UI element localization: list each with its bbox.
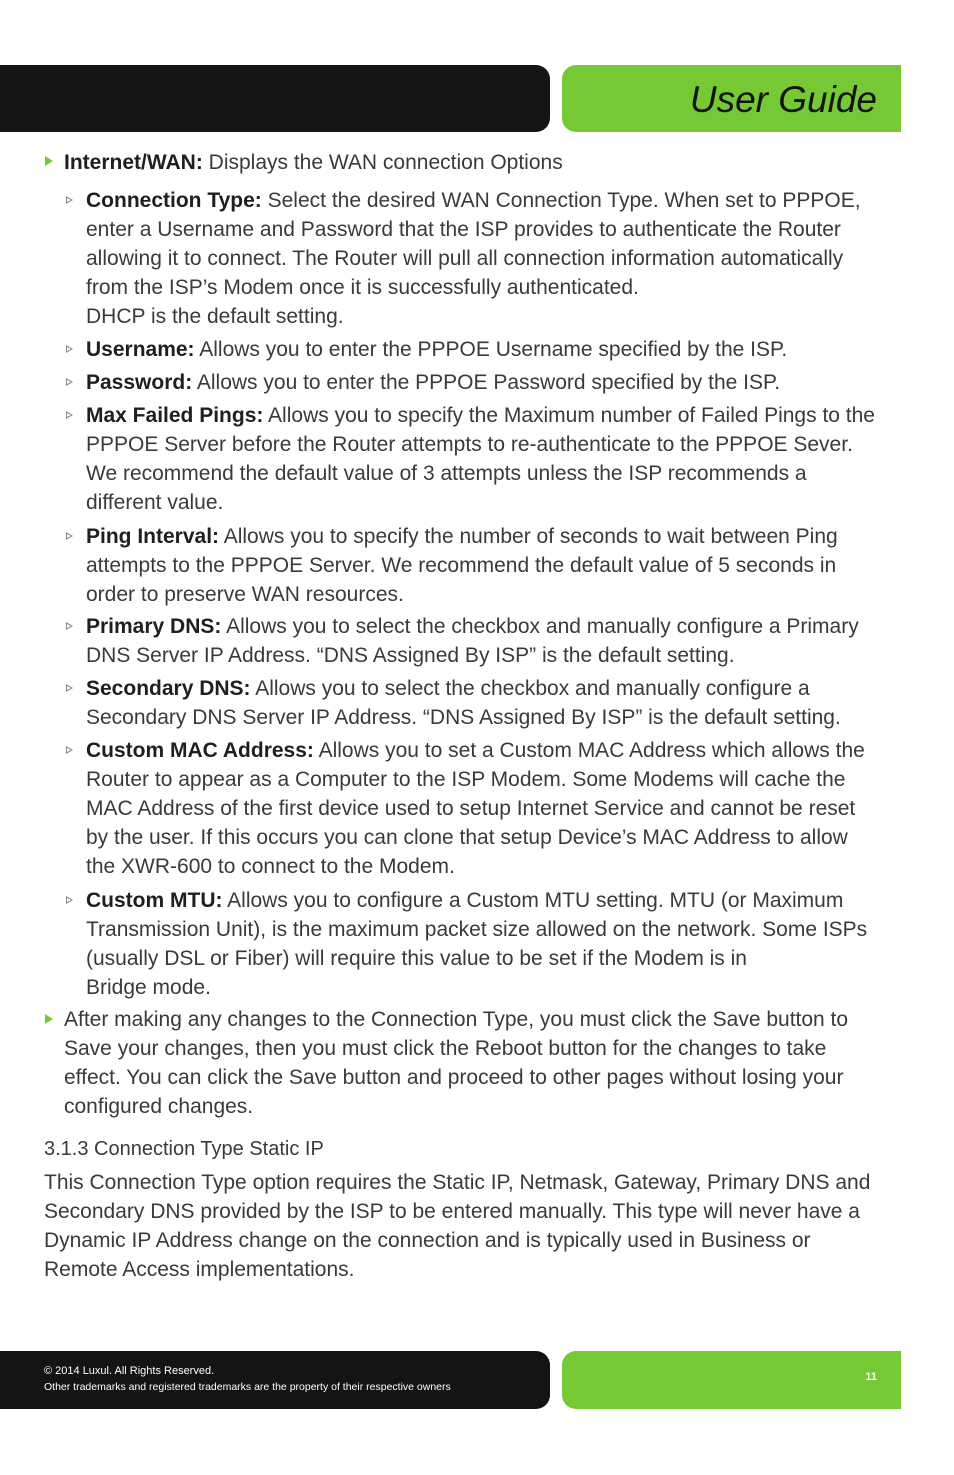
sub-item-ping-interval: Ping Interval: Allows you to specify the number of seconds to wait between Ping attempts to the PPPOE Server. We recommend the default value of 5 seconds in order to preserve WAN resources. [86,525,838,606]
sub-bullet-icon [66,411,73,419]
sub-bullet-icon [66,896,73,904]
header-bar-green [562,65,901,132]
page-title: User Guide [689,79,877,120]
sub-item-primary-dns: Primary DNS: Allows you to select the checkbox and manually configure a Primary DNS Server IP Address. “DNS Assigned By ISP” is the default setting. [86,615,859,667]
sub-item-custom-mtu: Custom MTU: Allows you to configure a Custom MTU setting. MTU (or Maximum Transmission Unit), is the maximum packet size allowed on the network. Some ISPs (usually DSL or Fiber) will require this value to be set if the Modem is in Bridge mode. [86,889,868,999]
page-number: 11 [865,1371,877,1383]
bullet-icon [45,156,53,166]
sub-bullet-icon [66,345,73,353]
sub-item-max-failed-pings: Max Failed Pings: Allows you to specify the Maximum number of Failed Pings to the PPPOE Server before the Router attempts to re-authenticate to the PPPOE Sever. We recommend the default value of 3 attempts unless the ISP recommends a different value. [86,404,875,514]
sub-bullet-icon [66,746,73,754]
footer-bar-dark [0,1351,550,1409]
copyright-text: © 2014 Luxul. All Rights Reserved. [44,1365,215,1377]
sub-bullet-icon [66,622,73,630]
sub-bullet-icon [66,684,73,692]
sub-bullet-icon [66,196,73,204]
sub-item-password: Password: Allows you to enter the PPPOE Password specified by the ISP. [86,371,781,394]
sub-item-custom-mac-address: Custom MAC Address: Allows you to set a Custom MAC Address which allows the Router to appear as a Computer to the ISP Modem. Some Modems will cache the MAC Address of the first device used to setup Internet Service and cannot be reset by the user. If this occurs you can clone that setup Device’s MAC Address to allow the XWR-600 to connect to the Modem. [86,739,865,878]
section-paragraph: This Connection Type option requires the Static IP, Netmask, Gateway, Primary DNS and Secondary DNS provided by the ISP to be entered manually. This type will never have a Dynamic IP Address change on the connection and is typically used in Business or Remote Access implementations. [44,1171,871,1281]
list-item-internet-wan: Internet/WAN: Displays the WAN connection Options [64,151,563,174]
section-heading: 3.1.3 Connection Type Static IP [44,1138,324,1160]
footer-bar-green [562,1351,901,1409]
sub-item-username: Username: Allows you to enter the PPPOE Username specified by the ISP. [86,338,788,361]
trademark-text: Other trademarks and registered trademarks are the property of their respective owners [44,1381,451,1393]
sub-item-connection-type: Connection Type: Select the desired WAN Connection Type. When set to PPPOE, enter a Username and Password that the ISP provides to authenticate the Router allowing it to connect. The Router will pull all connection information automatically from the ISP’s Modem once it is successfully authenticated. DHCP is the default setting. [86,189,861,328]
list-item-after-changes: After making any changes to the Connection Type, you must click the Save button to Save your changes, then you must click the Reboot button for the changes to take effect. You can click the Save button and proceed to other pages without losing your configured changes. [64,1008,849,1118]
sub-bullet-icon [66,532,73,540]
bullet-icon [45,1014,53,1024]
sub-bullet-icon [66,378,73,386]
sub-item-secondary-dns: Secondary DNS: Allows you to select the checkbox and manually configure a Secondary DNS Server IP Address. “DNS Assigned By ISP” is the default setting. [86,677,841,729]
header-bar-dark [0,65,550,132]
